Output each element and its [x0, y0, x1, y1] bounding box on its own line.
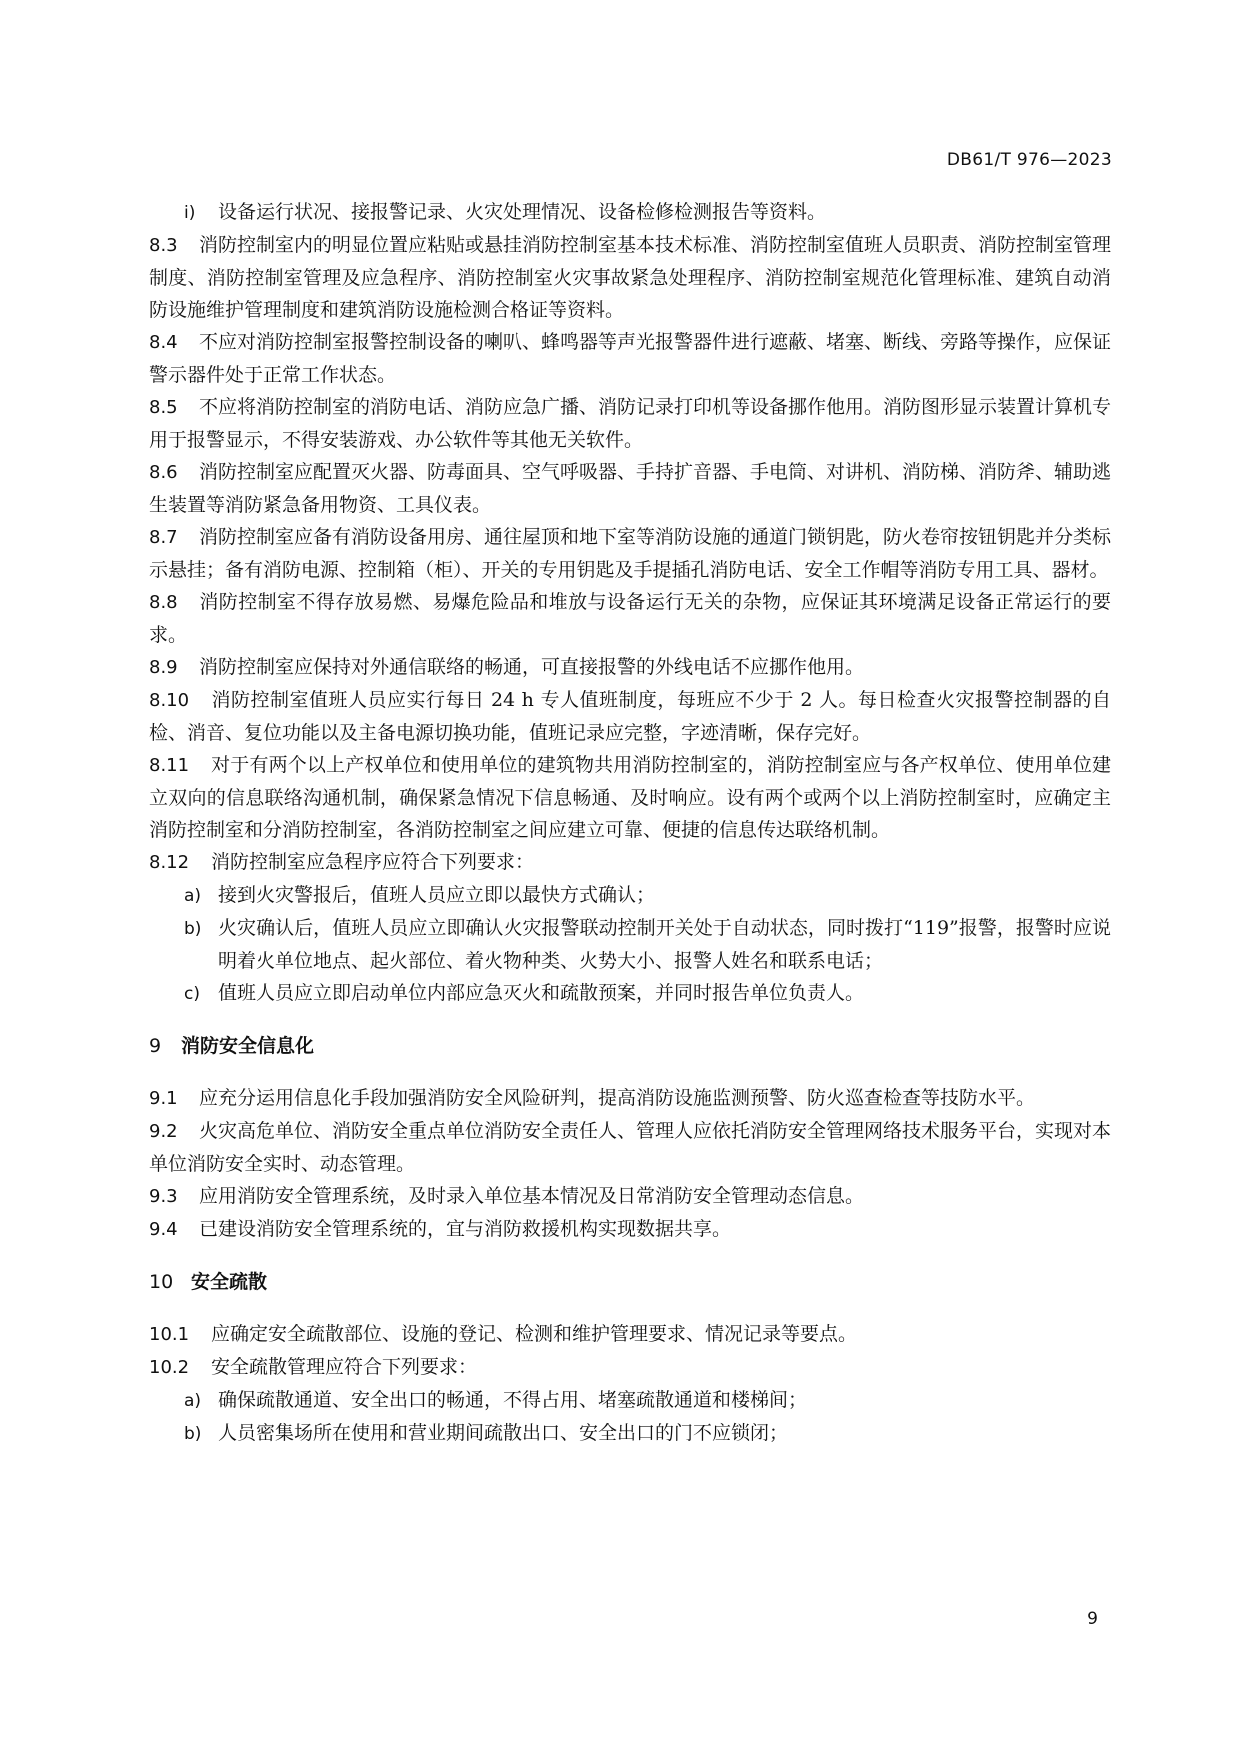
clause-9-1	[149, 1082, 1111, 1115]
clause-8-6	[149, 456, 1111, 521]
clause-8-3	[149, 229, 1111, 326]
list-item-text: 确保疏散通道、安全出口的畅通，不得占用、堵塞疏散通道和楼梯间；	[218, 1389, 808, 1411]
clause-10-1	[149, 1318, 1111, 1351]
document-code: DB61/T 976—2023	[946, 150, 1112, 170]
section-title: 消防安全信息化	[181, 1035, 315, 1057]
list-item-i	[149, 196, 1111, 229]
clause-number: 8.10	[149, 690, 190, 711]
clause-8-11	[149, 749, 1111, 846]
clause-text: 安全疏散管理应符合下列要求：	[211, 1356, 478, 1378]
list-item-text: 值班人员应立即启动单位内部应急灭火和疏散预案，并同时报告单位负责人。	[218, 982, 865, 1004]
section-heading-10	[149, 1266, 1111, 1298]
list-marker: a)	[184, 886, 202, 906]
clause-number: 8.11	[149, 755, 190, 776]
clause-text: 不应将消防控制室的消防电话、消防应急广播、消防记录打印机等设备挪作他用。消防图形显示装置计算机专用于报警显示，不得安装游戏、办公软件等其他无关软件。	[149, 396, 1112, 451]
section-title: 安全疏散	[191, 1271, 268, 1293]
clause-number: 8.3	[149, 235, 178, 256]
clause-text: 消防控制室值班人员应实行每日 24 h 专人值班制度，每班应不少于 2 人。每日检查火灾报警控制器的自检、消音、复位功能以及主备电源切换功能，值班记录应完整，字迹清晰，保存完好。	[149, 689, 1111, 744]
list-item-c	[149, 977, 1111, 1010]
clause-number: 8.6	[149, 462, 178, 483]
clause-8-8	[149, 586, 1111, 651]
clause-text: 应用消防安全管理系统，及时录入单位基本情况及日常消防安全管理动态信息。	[199, 1185, 865, 1207]
clause-number: 8.5	[149, 397, 178, 418]
clause-8-9	[149, 651, 1111, 684]
clause-number: 10.2	[149, 1357, 190, 1378]
clause-8-10	[149, 684, 1111, 749]
clause-8-12	[149, 846, 1111, 879]
section-number: 10	[149, 1271, 174, 1293]
list-item-a	[149, 1384, 1111, 1417]
clause-text: 消防控制室应保持对外通信联络的畅通，可直接报警的外线电话不应挪作他用。	[199, 656, 865, 678]
list-marker: a)	[184, 1391, 202, 1411]
clause-text: 应确定安全疏散部位、设施的登记、检测和维护管理要求、情况记录等要点。	[211, 1323, 858, 1345]
clause-text: 不应对消防控制室报警控制设备的喇叭、蜂鸣器等声光报警器件进行遮蔽、堵塞、断线、旁路等操作，应保证警示器件处于正常工作状态。	[149, 331, 1112, 386]
clause-text: 消防控制室不得存放易燃、易爆危险品和堆放与设备运行无关的杂物，应保证其环境满足设备正常运行的要求。	[149, 591, 1111, 646]
clause-9-3	[149, 1180, 1111, 1213]
list-marker: b)	[184, 919, 202, 939]
clause-8-7	[149, 521, 1111, 586]
list-item-text: 接到火灾警报后，值班人员应立即以最快方式确认；	[218, 884, 656, 906]
page-number: 9	[1087, 1609, 1098, 1629]
page-content	[149, 196, 1111, 1450]
clause-number: 8.7	[149, 527, 178, 548]
list-item-text: 设备运行状况、接报警记录、火灾处理情况、设备检修检测报告等资料。	[218, 201, 827, 223]
list-marker: i)	[184, 203, 196, 223]
clause-8-4	[149, 326, 1111, 391]
clause-text: 火灾高危单位、消防安全重点单位消防安全责任人、管理人应依托消防安全管理网络技术服务平台，实现对本单位消防安全实时、动态管理。	[149, 1120, 1112, 1175]
clause-text: 消防控制室应备有消防设备用房、通往屋顶和地下室等消防设施的通道门锁钥匙，防火卷帘按钮钥匙并分类标示悬挂；备有消防电源、控制箱（柜）、开关的专用钥匙及手提插孔消防电话、安全工作帽等消防专用工具、器材。	[149, 526, 1112, 581]
clause-number: 8.12	[149, 852, 190, 873]
clause-number: 8.9	[149, 657, 178, 678]
list-item-a	[149, 879, 1111, 912]
list-marker: b)	[184, 1424, 202, 1444]
clause-text: 对于有两个以上产权单位和使用单位的建筑物共用消防控制室的，消防控制室应与各产权单位、使用单位建立双向的信息联络沟通机制，确保紧急情况下信息畅通、及时响应。设有两个或两个以上消防控制室时，应确定主消防控制室和分消防控制室，各消防控制室之间应建立可靠、便捷的信息传达联络机制。	[149, 754, 1111, 841]
section-number: 9	[149, 1035, 162, 1057]
clause-number: 9.2	[149, 1121, 178, 1142]
clause-number: 9.1	[149, 1088, 178, 1109]
list-item-b	[149, 912, 1111, 977]
clause-9-2	[149, 1115, 1111, 1180]
clause-text: 已建设消防安全管理系统的，宜与消防救援机构实现数据共享。	[199, 1218, 732, 1240]
clause-8-5	[149, 391, 1111, 456]
clause-10-2	[149, 1351, 1111, 1384]
clause-text: 应充分运用信息化手段加强消防安全风险研判，提高消防设施监测预警、防火巡查检查等技防水平。	[199, 1087, 1036, 1109]
clause-text: 消防控制室应急程序应符合下列要求：	[211, 851, 535, 873]
list-marker: c)	[184, 984, 200, 1004]
clause-text: 消防控制室应配置灭火器、防毒面具、空气呼吸器、手持扩音器、手电筒、对讲机、消防梯、消防斧、辅助逃生装置等消防紧急备用物资、工具仪表。	[149, 461, 1112, 516]
clause-number: 8.4	[149, 332, 178, 353]
clause-number: 9.4	[149, 1219, 178, 1240]
list-item-text: 人员密集场所在使用和营业期间疏散出口、安全出口的门不应锁闭；	[218, 1422, 789, 1444]
clause-number: 8.8	[149, 592, 178, 613]
list-item-b	[149, 1417, 1111, 1450]
list-item-text: 火灾确认后，值班人员应立即确认火灾报警联动控制开关处于自动状态，同时拨打“119”报警，报警时应说明着火单位地点、起火部位、着火物种类、火势大小、报警人姓名和联系电话；	[218, 917, 1111, 972]
section-heading-9	[149, 1030, 1111, 1062]
clause-number: 10.1	[149, 1324, 190, 1345]
clause-text: 消防控制室内的明显位置应粘贴或悬挂消防控制室基本技术标准、消防控制室值班人员职责、消防控制室管理制度、消防控制室管理及应急程序、消防控制室火灾事故紧急处理程序、消防控制室规范化管理标准、建筑自动消防设施维护管理制度和建筑消防设施检测合格证等资料。	[149, 234, 1112, 321]
clause-number: 9.3	[149, 1186, 178, 1207]
clause-9-4	[149, 1213, 1111, 1246]
